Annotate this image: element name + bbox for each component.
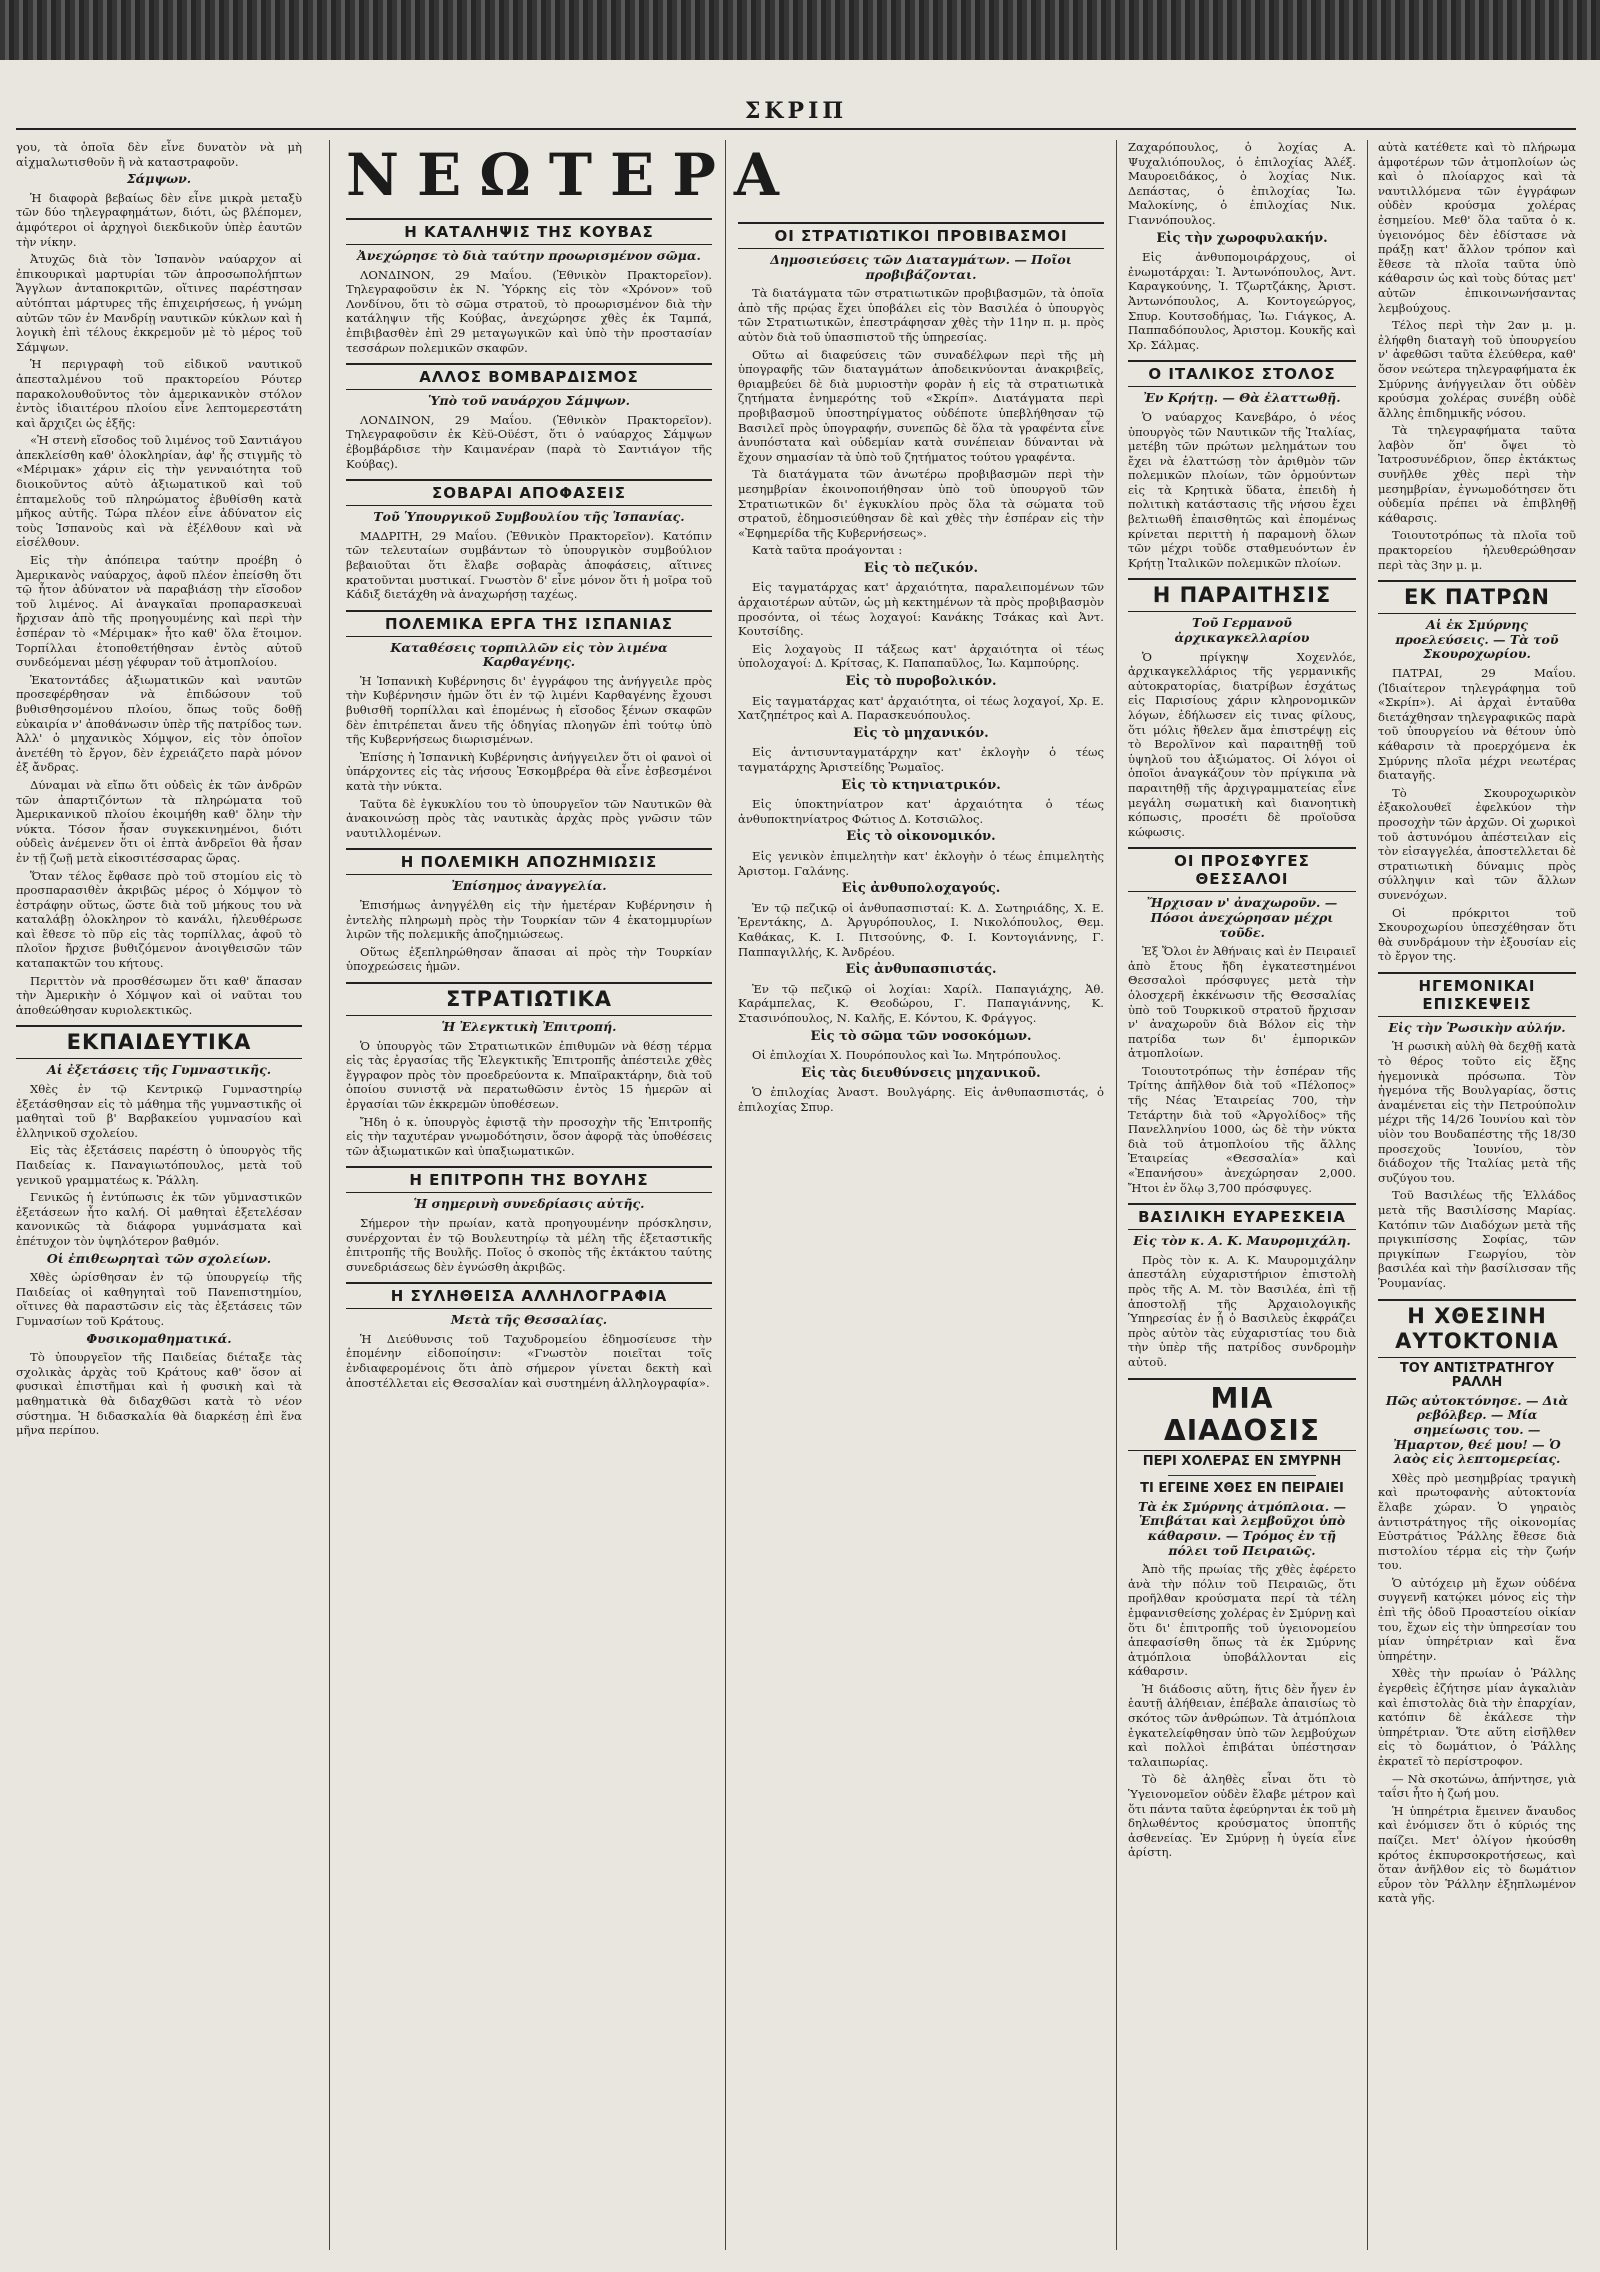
- paragraph: Ἤδη ὁ κ. ὑπουργὸς ἐφιστᾷ τὴν προσοχὴν τῆς Ἐπιτροπῆς εἰς τὴν ταχυτέραν γνωμοδότησιν, ὅσον ἀφορᾷ τὰς ὑποθέσεις τῶν ἀξιωματικῶν καὶ ὑπαξιωματικῶν.: [346, 1114, 712, 1158]
- subheading: Εἰς τὸ πεζικόν.: [864, 560, 978, 576]
- paragraph: Εἰς τὰς ἐξετάσεις παρέστη ὁ ὑπουργὸς τῆς Παιδείας κ. Παναγιωτόπουλος, μετὰ τοῦ γενικοῦ γραμματέως κ. Ῥάλλη.: [16, 1143, 302, 1187]
- masthead-rule: [16, 128, 1576, 130]
- paragraph: Οὕτω αἱ διαφεύσεις τῶν συναδέλφων περὶ τῆς μὴ ὑπογραφῆς τῶν διαταγμάτων ἀποδεικνύονται ἀνακριβεῖς, θριαμβεύει δὲ διὰ μυριοστὴν φορὰν ἡ εἰς τὰ στρατιωτικὰ ζητήματα ἐνημερότης τοῦ «Σκρίπ». Διατάγματα περὶ προβιβασμοῦ ὑποστηρίγματος οὐδέποτε ὑπεβλήθησαν τῷ Βασιλεῖ πρὸς ὑπογραφήν, συνεπῶς δὲ ὅλα τὰ γραφέντα εἶνε ἀνυπόστατα καὶ οὐδεμίαν κατὰ συνέπειαν δύνανται νὰ ἔχουν σημασίαν τὰ ὑπὸ τοῦ ζητήματος τούτου γραφέντα.: [738, 347, 1104, 464]
- paragraph: Εἰς ἀντισυνταγματάρχην κατ' ἐκλογὴν ὁ τέως ταγματάρχης Ἀριστείδης Ῥωμαῖος.: [738, 745, 1104, 774]
- divider: [1168, 1475, 1316, 1476]
- paragraph: Τὸ δὲ ἀληθὲς εἶναι ὅτι τὸ Ὑγειονομεῖον οὐδὲν ἔλαβε μέτρον καὶ ὅτι πάντα ταῦτα ἐφεύρηνται ἐκ τοῦ μὴ δηλωθέντος κρούσματος ὑποπτῆς ἀσθενείας. Ἐν Σμύρνῃ ἡ ὑγεία εἶνε ἀρίστη.: [1128, 1772, 1356, 1860]
- section-heading: ΣΤΡΑΤΙΩΤΙΚΑ: [346, 982, 712, 1016]
- subheading: Ἀνεχώρησε τὸ διὰ ταύτην προωρισμένον σῶμα.: [357, 248, 701, 263]
- paragraph: Ὁ ἐπιλοχίας Ἀναστ. Βουλγάρης. Εἰς ἀνθυπασπιστάς, ὁ ἐπιλοχίας Σπυρ.: [738, 1085, 1104, 1114]
- column-rule: [1367, 140, 1368, 2250]
- paragraph: Περιττὸν νὰ προσθέσωμεν ὅτι καθ' ἅπασαν τὴν Ἀμερικὴν ὁ Χόμψον καὶ οἱ ναῦται του ἀποθεώθησαν κυριολεκτικῶς.: [16, 973, 302, 1017]
- subheading: Πῶς αὐτοκτόνησε. — Διὰ ρεβόλβερ. — Μία σημείωσις του. — Ἠμαρτον, θεέ μου! — Ὁ λαὸς εἰς λεπτομερείας.: [1385, 1392, 1569, 1467]
- subheading: Τοῦ Γερμανοῦ ἀρχικαγκελλαρίου: [1174, 615, 1310, 646]
- subheading: Εἰς ἀνθυπασπιστάς.: [845, 962, 997, 978]
- column-rule: [329, 140, 330, 2250]
- subheading: Φυσικομαθηματικά.: [86, 1330, 232, 1346]
- masthead: ΣΚΡΙΠ: [744, 98, 848, 124]
- paragraph: Οὕτως ἐξεπληρώθησαν ἅπασαι αἱ πρὸς τὴν Τουρκίαν ὑποχρεώσεις ἡμῶν.: [346, 944, 712, 974]
- paragraph: Τὸ ὑπουργεῖον τῆς Παιδείας διέταξε τὰς σχολικὰς ἀρχὰς τοῦ Κράτους καθ' ὅσον αἱ φυσικαὶ ἐπιστῆμαι καὶ ἡ φυσικὴ καὶ τὰ μαθηματικὰ θὰ διδαχθῶσι κατὰ τὸ νέον σύστημα. Ἡ διδασκαλία θὰ διαρκέσῃ ἐπὶ ἕνα μῆνα περίπου.: [16, 1350, 302, 1438]
- paragraph: Τὰ διατάγματα τῶν ἀνωτέρω προβιβασμῶν περὶ τὴν μεσημβρίαν ἐκοινοποιήθησαν ὑπὸ τοῦ ὑπουργοῦ τῶν Στρατιωτικῶν δι' ἐγκυκλίου πρὸς ὅλα τὰ σώματα τοῦ στρατοῦ, ἐδημοσιεύθησαν δὲ καὶ χθὲς τὴν ἑσπέραν εἰς τὴν «Ἐφημερίδα τῆς Κυβερνήσεως».: [738, 467, 1104, 540]
- paragraph: Χθὲς ἐν τῷ Κεντρικῷ Γυμναστηρίῳ ἐξετάσθησαν εἰς τὸ μάθημα τῆς γυμναστικῆς οἱ μαθηταὶ τοῦ β' Βαρβακείου γυμνασίου καὶ ἑλληνικοῦ σχολείου.: [16, 1082, 302, 1140]
- headline-deck: ΤΟΥ ΑΝΤΙΣΤΡΑΤΗΓΟΥ ΡΑΛΛΗ: [1399, 1360, 1555, 1391]
- column-2: [346, 140, 797, 2250]
- article-headline: Η ΠΟΛΕΜΙΚΗ ΑΠΟΖΗΜΙΩΣΙΣ: [346, 848, 712, 875]
- paragraph: Εἰς γενικὸν ἐπιμελητὴν κατ' ἐκλογὴν ὁ τέως ἐπιμελητὴς Ἀριστομ. Γαλάνης.: [738, 848, 1104, 878]
- paragraph: Ὁ ὑπουργὸς τῶν Στρατιωτικῶν ἐπιθυμῶν νὰ θέσῃ τέρμα εἰς τὰς ἐργασίας τῆς Ἐλεγκτικῆς Ἐπιτροπῆς ἀπέστειλε χθὲς ἔγγραφον πρὸς τὸν προεδρεύοντα κ. Μπαϊρακτάρην, διὰ τοῦ ὁποίου συνιστᾷ νὰ περατωθῶσιν ἐντὸς 15 ἡμερῶν αἱ ἐργασίαι τῶν ἐκκρεμῶν ὑποθέσεων.: [346, 1038, 712, 1111]
- headline-deck: ΠΕΡΙ ΧΟΛΕΡΑΣ ΕΝ ΣΜΥΡΝΗ: [1142, 1453, 1342, 1469]
- paragraph: Εἰς ταγματάρχας κατ' ἀρχαιότητα, οἱ τέως λοχαγοί, Χρ. Ε. Χατζηπέτρος καὶ Α. Παρασκευόπουλος.: [738, 693, 1104, 723]
- paragraph: ΛΟΝΔΙΝΟΝ, 29 Μαΐου. (Ἐθνικὸν Πρακτορεῖον). Τηλεγραφοῦσιν ἐκ Ν. Ὑόρκης εἰς τὸν «Χρόνον» τοῦ Λονδίνου, ὅτι τὸ σῶμα στρατοῦ, τὸ προωρισμένον διὰ τὴν κατάληψιν τῆς Κούβας, ἀνεχώρησε χθὲς ἐκ Ταμπά, ἐπιβιβασθὲν ἐπὶ 29 μεταγωγικῶν καὶ ὑπὸ τὴν προστασίαν τεσσάρων πολεμικῶν σκαφῶν.: [346, 267, 712, 355]
- paragraph: Δύναμαι νὰ εἴπω ὅτι οὐδεὶς ἐκ τῶν ἀνδρῶν τῶν ἀπαρτιζόντων τὰ πληρώματα τοῦ Ἀμερικανικοῦ πλοίου ἐκοιμήθη καθ' ὅλην τὴν νύκτα. Τόσον ἦσαν συγκεκινημένοι, διότι οὐδεὶς ἀνέμενεν ὅτι οἱ ἑπτὰ ἀνδρεῖοι θὰ ἦσαν ἐν τῇ ζωῇ μετὰ εἰκοσιτέσσαρας ὥρας.: [16, 777, 302, 865]
- paragraph: Ἑκατοντάδες ἀξιωματικῶν καὶ ναυτῶν προσεφέρθησαν νὰ ἐπιδώσουν τοῦ βυθισθησομένου πλοίου, ὅπως τοῦς δοθῇ εὐκαιρία ν' ἀποθάνωσιν ὑπὲρ τῆς πατρίδος των. Ἀλλ' ὁ μηχανικὸς Χόμψον, εἰς τὸν ὁποῖον ἀνετέθη τὸ ἔργον, δὲν ἐχρειάζετο παρὰ μόνον ἐξ ἄνδρας.: [16, 672, 302, 775]
- paragraph: Πρὸς τὸν κ. Α. Κ. Μαυρομιχάλην ἀπεστάλη εὐχαριστήριον ἐπιστολὴ πρὸς τῆς Α. Μ. τὸν Βασιλέα, ἐπὶ τῇ ἀποστολῇ τῆς Ἀρχαιολογικῆς Ὑπηρεσίας ἐν ᾗ ὁ Βασιλεὺς ἐκφράζει πρὸς αὐτὸν τὰς εὐχαριστίας του διὰ τὴν ὑπὲρ τῆς πατρίδος συνδρομὴν αὐτοῦ.: [1128, 1252, 1356, 1369]
- subheading: Αἱ ἐξετάσεις τῆς Γυμναστικῆς.: [46, 1062, 272, 1078]
- article-headline: ΒΑΣΙΛΙΚΗ ΕΥΑΡΕΣΚΕΙΑ: [1128, 1203, 1356, 1230]
- article-headline: ΕΚ ΠΑΤΡΩΝ: [1378, 580, 1576, 614]
- subheading: Εἰς τὸν κ. Α. Κ. Μαυρομιχάλη.: [1133, 1233, 1351, 1249]
- subheading: Εἰς ἀνθυπολοχαγούς.: [841, 881, 1001, 897]
- article-headline: Η ΧΘΕΣΙΝΗ ΑΥΤΟΚΤΟΝΙΑ: [1378, 1299, 1576, 1358]
- column-3: [738, 140, 1104, 2250]
- paragraph: — Νὰ σκοτώνω, ἀπήντησε, γιὰ ταΐσι ἦτο ἡ ζωή μου.: [1378, 1771, 1576, 1801]
- paragraph: Εἰς ὑποκτηνίατρον κατ' ἀρχαιότητα ὁ τέως ἀνθυποκτηνίατρος Φώτιος Δ. Κοτσιῶλος.: [738, 797, 1104, 826]
- paragraph: Εἰς τὴν ἀπόπειρα ταύτην προέβη ὁ Ἀμερικανὸς ναύαρχος, ἀφοῦ πλέον ἐπείσθη ὅτι τῷ ἦτον ἀδύνατον νὰ παραβιάσῃ τὴν εἴσοδον τοῦ λιμένος. Αἱ ἀναγκαῖαι προπαρασκευαὶ ἤρχισαν ἀπὸ τῆς προηγουμένης καὶ περὶ τὴν ἑσπέραν τὸ «Μέριμακ» ἦτο καθ' ὅλα ἕτοιμον. Τορπίλλαι ἐτοποθετήθησαν ἐντὸς αὐτοῦ συνδεόμεναι μέσῃ γέφυραν τοῦ ἀτμοπλοίου.: [16, 553, 302, 670]
- paragraph: Τέλος περὶ τὴν 2αν μ. μ. ἐλήφθη διαταγὴ τοῦ ὑπουργείου ν' ἀφεθῶσι ταῦτα ἐλεύθερα, καθ' ὅσον νεώτερα τηλεγραφήματα ἐκ Σμύρνης ἀνήγγειλαν ὅτι οὐδὲν κρούσμα χολέρας συνέβη οὐδὲ ἄλλης ἐπιδημικῆς νόσου.: [1378, 318, 1576, 420]
- paragraph: ΜΑΔΡΙΤΗ, 29 Μαΐου. (Ἐθνικὸν Πρακτορεῖον). Κατόπιν τῶν τελευταίων συμβάντων τὸ ὑπουργικὸν συμβούλιον βεβαιοῦται ὅτι ἔλαβε σοβαρὰς ἀποφάσεις, αἵτινες κρατοῦνται μυστικαί. Γνωστὸν δ' εἶνε μόνον ὅτι ἡ μοῖρα τοῦ Κάδιξ διετάχθη νὰ ἀναχωρήσῃ ταχέως.: [346, 528, 712, 602]
- paragraph: Ἡ διαφορὰ βεβαίως δὲν εἶνε μικρὰ μεταξὺ τῶν δύο τηλεγραφημάτων, διότι, ὡς βλέπομεν, ἀμφότεροι οἱ ἀρχηγοὶ διεκδικοῦν ὑπὲρ ἑαυτῶν τὴν νίκην.: [16, 190, 302, 249]
- paragraph: ΛΟΝΔΙΝΟΝ, 29 Μαΐου. (Ἐθνικὸν Πρακτορεῖον). Τηλεγραφοῦσιν ἐκ Κὲϋ-Οϋέστ, ὅτι ὁ ναύαρχος Σάμψων ἐβομβάρδισε τὴν Καιμανέραν (παρὰ τὸ Σαντιάγον τῆς Κούβας).: [346, 412, 712, 471]
- subheading: Τὰ ἐκ Σμύρνης ἀτμόπλοια. — Ἐπιβάται καὶ λεμβοῦχοι ὑπὸ κάθαρσιν. — Τρόμος ἐν τῇ πόλει τοῦ Πειραιῶς.: [1138, 1498, 1346, 1558]
- article-headline: Η ΠΑΡΑΙΤΗΣΙΣ: [1128, 578, 1356, 612]
- paragraph: Τοιουτοτρόπως τὰ πλοῖα τοῦ πρακτορείου ἠλευθερώθησαν περὶ τὰς 3ην μ. μ.: [1378, 528, 1576, 572]
- paragraph: Γενικῶς ἡ ἐντύπωσις ἐκ τῶν γῦμναστικῶν ἐξετάσεων ἦτο καλή. Οἱ μαθηταὶ ἐξετελέσαν κανονικῶς τὰ διάφορα γυμνάσματα καὶ ἐπέτυχον τὸν ὑψηλότερον βαθμόν.: [16, 1190, 302, 1248]
- paragraph: Ὁ πρίγκηψ Χοχενλόε, ἀρχικαγκελλάριος τῆς γερμανικῆς αὐτοκρατορίας, διατρίβων ἐσχάτως εἰς Παρισίους χάριν κληρονομικῶν λόγων, ἐδήλωσεν εἰς τινας φίλους, ὅτι μόλις ἤθελεν ἄμα ἐπιστρέψῃ εἰς τὸ Βερολῖνον καὶ παραιτηθῇ τοῦ ὑψηλοῦ του ἀξιώματος. Οἱ λόγοι οἱ ὁποῖοι ἀναγκάζουν τὸν πρίγκιπα νὰ παραιτηθῇ τῆς ἀρχιγραμματείας εἶνε μεγάλη σωματικὴ καὶ διανοητικὴ κόπωσις, προσέτι δὲ προϊοῦσα κώφωσις.: [1128, 649, 1356, 839]
- paragraph: Οἱ πρόκριτοι τοῦ Σκουροχωρίου ὑπεσχέθησαν ὅτι θὰ συνδράμουν τὴν ἐξουσίαν εἰς τὸ ἔργον της.: [1378, 905, 1576, 964]
- paragraph: Ὁ ναύαρχος Κανεβάρο, ὁ νέος ὑπουργὸς τῶν Ναυτικῶν τῆς Ἰταλίας, μετέβη τῶν πρώτων μελημάτων του ἔχει νὰ ἐλαττώσῃ τὸν ἀριθμὸν τῶν πολεμικῶν πλοίων, τῶν ὁρμούντων εἰς τὰ Κρητικὰ ὕδατα, ἐπειδὴ ἡ πολιτικὴ κατάστασις τῆς νήσου ἔχει βελτιωθῆ ἐπαισθητῶς καὶ ἐπομένως κρίνεται περιττὴ ἡ παραμονὴ ὅλων τῶν μέχρι τοῦδε σταθμευόντων ἐν Κρήτῃ Ἰταλικῶν πολεμικῶν πλοίων.: [1128, 409, 1356, 570]
- subheading: Εἰς τὰς διευθύνσεις μηχανικοῦ.: [801, 1065, 1041, 1081]
- paragraph: Εἰς ἀνθυπομοιράρχους, οἱ ἐνωμοτάρχαι: Ἰ. Ἀντωνόπουλος, Ἀντ. Καραγκούνης, Ἰ. Τζωρτζάκης, Ἀριστ. Ἀντωνόπουλος, Α. Κοντογεώργος, Σπυρ. Κουτσοδήμας, Ἰω. Γιάγκος, Α. Παππαδόπουλος, Ἀριστομ. Κουκῆς καὶ Χρ. Σάλμας.: [1128, 250, 1356, 352]
- paragraph: Τοῦ Βασιλέως τῆς Ἑλλάδος μετὰ τῆς Βασιλίσσης Μαρίας. Κατόπιν τῶν Διαδόχων μετὰ τῆς πριγκιπίσσης Σοφίας, τῶν πριγκίπων Γεωργίου, τὸν βασιλέα καὶ τὴν βασίλισσαν τῆς Ῥουμανίας.: [1378, 1188, 1576, 1290]
- subheading: Αἱ ἐκ Σμύρνης προελεύσεις. — Τὰ τοῦ Σκουροχωρίου.: [1395, 617, 1559, 662]
- article-headline: ΠΟΛΕΜΙΚΑ ΕΡΓΑ ΤΗΣ ΙΣΠΑΝΙΑΣ: [346, 610, 712, 637]
- headline-deck: ΤΙ ΕΓΕΙΝΕ ΧΘΕΣ ΕΝ ΠΕΙΡΑΙΕΙ: [1140, 1481, 1344, 1497]
- section-banner: ΝΕΩΤΕΡΑ: [346, 141, 797, 209]
- subheading: Δημοσιεύσεις τῶν Διαταγμάτων. — Ποῖοι προβιβάζονται.: [770, 252, 1072, 282]
- subheading: Εἰς τὴν Ῥωσικὴν αὐλήν.: [1388, 1019, 1566, 1035]
- article-headline: Η ΚΑΤΑΛΗΨΙΣ ΤΗΣ ΚΟΥΒΑΣ: [346, 218, 712, 245]
- column-1: [16, 140, 302, 2250]
- subheading: Ἐν Κρήτῃ. — Θὰ ἐλαττωθῇ.: [1143, 390, 1341, 406]
- paragraph: Χθὲς τὴν πρωίαν ὁ Ῥάλλης ἐγερθεὶς ἐζήτησε μίαν ἀγκαλιὰν καὶ ἐπιστολὰς διὰ τὴν ἐπαρχίαν, κατόπιν δὲ ἐκάλεσε τὴν ὑπηρέτριαν. Ὅτε αὕτη εἰσῆλθεν εἰς τὸ δωμάτιον, ὁ Ῥάλλης ἐκρατεῖ τὸ περίστροφον.: [1378, 1666, 1576, 1768]
- section-heading: ΕΚΠΑΙΔΕΥΤΙΚΑ: [16, 1025, 302, 1059]
- paragraph: Χθὲς ὡρίσθησαν ἐν τῷ ὑπουργείῳ τῆς Παιδείας οἱ καθηγηταὶ τοῦ Πανεπιστημίου, οἵτινες θὰ παραστῶσιν εἰς τὰς ἐξετάσεις τῶν Γυμνασίων τοῦ Κράτους.: [16, 1270, 302, 1328]
- article-headline: ΟΙ ΠΡΟΣΦΥΓΕΣ ΘΕΣΣΑΛΟΙ: [1128, 847, 1356, 892]
- paragraph: Οἱ ἐπιλοχίαι Χ. Πουρόπουλος καὶ Ἰω. Μητρόπουλος.: [752, 1048, 1062, 1063]
- subheading: Ἤρχισαν ν' ἀναχωροῦν. — Πόσοι ἀνεχώρησαν μέχρι τοῦδε.: [1146, 895, 1338, 940]
- subheading: Ὑπὸ τοῦ ναυάρχου Σάμψων.: [428, 393, 630, 409]
- paragraph: Σήμερον τὴν πρωίαν, κατὰ προηγουμένην πρόσκλησιν, συνέρχονται ἐν τῷ Βουλευτηρίῳ τὰ μέλη τῆς ἐξεταστικῆς ἐπιτροπῆς τῆς Βουλῆς. Ποῖος ὁ σκοπὸς τῆς ἐκτάκτου ταύτης συνεδριάσεως δὲν ἐγνώσθη ἀκριβῶς.: [346, 1215, 712, 1274]
- banner-spacer: [738, 140, 1104, 214]
- subheading: Ἡ Ἐλεγκτικὴ Ἐπιτροπή.: [441, 1018, 617, 1034]
- subheading: Εἰς τὸ σῶμα τῶν νοσοκόμων.: [810, 1028, 1032, 1044]
- paragraph: Τὰ τηλεγραφήματα ταῦτα λαβὸν ὅπ' ὄψει τὸ Ἰατροσυνέδριον, ὅπερ ἐκτάκτως συνῆλθε χθὲς περὶ τὴν μεσημβρίαν, ἐγνωμοδότησεν ὅτι οὐδεμία πρέπει νὰ ἐπιβληθῇ κάθαρσις.: [1378, 423, 1576, 525]
- paragraph: ΠΑΤΡΑΙ, 29 Μαΐου. (Ἰδιαίτερον τηλεγράφημα τοῦ «Σκρίπ»). Αἱ ἀρχαὶ ἐνταῦθα διετάχθησαν τηλεγραφικῶς παρὰ τοῦ ὑπουργείου νὰ θέτουν ὑπὸ κάθαρσιν τὰ προερχόμενα ἐκ Σμύρνης πλοῖα μέχρι νεωτέρας διαταγῆς.: [1378, 666, 1576, 783]
- paragraph: Εἰς λοχαγοὺς ΙΙ τάξεως κατ' ἀρχαιότητα οἱ τέως ὑπολοχαγοί: Δ. Κρίτσας, Κ. Παπαπαῦλος, Ἰω. Καμπούρης.: [738, 641, 1104, 671]
- paragraph: Τὸ Σκουροχωρικὸν ἐξακολουθεῖ ἐφελκύον τὴν προσοχὴν τῶν ἀρχῶν. Οἱ χωρικοὶ τοῦ ἀστυνόμου ἀπέστειλαν εἰς τὸν εἰσαγγελέα, ἀποστελλεται δὲ στρατιωτικὴ δύναμις πρὸς σύλληψιν καὶ τῶν ἄλλων συνενόχων.: [1378, 785, 1576, 902]
- article-headline: ΟΙ ΣΤΡΑΤΙΩΤΙΚΟΙ ΠΡΟΒΙΒΑΣΜΟΙ: [738, 222, 1104, 249]
- paragraph: Τοιουτοτρόπως τὴν ἑσπέραν τῆς Τρίτης ἀπῆλθον διὰ τοῦ «Πέλοπος» τῆς Νέας Ἑταιρείας 700, τὴν Τετάρτην διὰ τοῦ «Ἀργολίδος» τῆς Πανελληνίου 1000, ὡς δὲ τὴν νύκτα διὰ τοῦ ἀτμοπλοίου τῆς ἄλλης Ἑταιρείας «Θεσσαλία» καὶ «Ἐπανήσου» ἀνεχώρησαν 2,000. Ἤτοι ἐν ὅλῳ 3,700 πρόσφυγες.: [1128, 1063, 1356, 1195]
- paragraph: γου, τὰ ὁποῖα δὲν εἶνε δυνατὸν νὰ μὴ αἰχμαλωτισθοῦν ἢ νὰ καταστραφοῦν.: [16, 140, 302, 169]
- paragraph: Ἀτυχῶς διὰ τὸν Ἱσπανὸν ναύαρχον αἱ ἐπικουρικαὶ μαρτυρίαι τῶν ἀπροσωπολήπτων Ἄγγλων ἀνταποκριτῶν, οἵτινες παρέστησαν αὐτόπται μάρτυρες τῆς ἐπιχειρήσεως, ἡ γνώμη αὐτῶν τῶν ἐν Μανδρίῃ ναυτικῶν κύκλων καὶ ἡ λογικὴ ἐπὶ τέλους ἐκκρεμοῦν μὲ τὸ μέρος τοῦ Σάμψων.: [16, 252, 302, 354]
- column-rule: [1116, 140, 1117, 2250]
- paragraph: Ζαχαρόπουλος, ὁ λοχίας Α. Ψυχαλιόπουλος, ὁ ἐπιλοχίας Ἀλέξ. Μαυροειδάκος, ὁ λοχίας Νικ. Δεπάστας, ὁ ἐπιλοχίας Ἰω. Μαλοκίνης, ὁ ἐπιλοχίας Νικ. Γιαννόπουλος.: [1128, 140, 1356, 227]
- paragraph: Ἐξ Ὅλοι ἐν Ἀθήναις καὶ ἐν Πειραιεῖ ἀπὸ ἔτους ἤδη ἐγκατεστημένοι Θεσσαλοὶ πρόσφυγες μετὰ τὴν ὁλοσχερῆ ἐκκένωσιν τῆς Θεσσαλίας ὑπὸ τοῦ Τουρκικοῦ στρατοῦ ἤρχισαν ν' ἀναχωροῦν διὰ Βόλον εἰς τὴν πατρίδα των δι' ἐμπορικῶν ἀτμοπλοίων.: [1128, 944, 1356, 1061]
- paragraph: Ἡ ὑπηρέτρια ἔμεινεν ἄναυδος καὶ ἐνόμισεν ὅτι ὁ κύριός της παίζει. Μετ' ὀλίγον ἠκούσθη κρότος ἐκπυρσοκροτήσεως, καὶ ὅταν ἀνῆλθον εἰς τὸ δωμάτιον εὗρον τὸν Ῥάλλην ἐξηπλωμένον κατὰ γῆς.: [1378, 1803, 1576, 1906]
- scan-border-band: [0, 0, 1600, 60]
- subheading: Τοῦ Ὑπουργικοῦ Συμβουλίου τῆς Ἱσπανίας.: [373, 509, 685, 525]
- article-headline: ΣΟΒΑΡΑΙ ΑΠΟΦΑΣΕΙΣ: [346, 479, 712, 506]
- paragraph: Ἐπίσης ἡ Ἱσπανικὴ Κυβέρνησις ἀνήγγειλεν ὅτι οἱ φανοὶ οἱ ὑπάρχοντες εἰς τὰς νήσους Ἐσκομβρέρα θὰ εἶνε ἐσβεσμένοι κατὰ τὴν νύκτα.: [346, 749, 712, 794]
- subheading: Εἰς τὴν χωροφυλακήν.: [1156, 230, 1328, 246]
- paragraph: Ἡ διάδοσις αὕτη, ἥτις δὲν ἦγεν ἐν ἑαυτῇ ἀλήθειαν, ἐπέβαλε ἀπαισίως τὸ σκότος τῶν ἀνθρώπων. Τὰ ἀτμόπλοια ἐγκατελείφθησαν ὑπὸ τῶν λεμβούχων καὶ πολλοὶ ἐπιβάται ὑπέστησαν ταλαιπωρίας.: [1128, 1681, 1356, 1769]
- article-headline: Η ΣΥΛΗΘΕΙΣΑ ΑΛΛΗΛΟΓΡΑΦΙΑ: [346, 1282, 712, 1309]
- paragraph: Ταῦτα δὲ ἐγκυκλίου του τὸ ὑπουργεῖον τῶν Ναυτικῶν θὰ ἀνακοινώσῃ πρὸς τὰς ναυτικὰς ἀρχὰς πρὸς γνῶσιν τῶν ναυτιλλομένων.: [346, 796, 712, 840]
- paragraph: Ἡ Διεύθυνσις τοῦ Ταχυδρομείου ἐδημοσίευσε τὴν ἑπομένην εἰδοποίησιν: «Γνωστὸν ποιεῖται τοῖς ἐνδιαφερομένοις ὅτι ἀπὸ σήμερον γίνεται δεκτὴ καὶ ἀποστέλλεται εἰς Θεσσαλίαν καὶ συστημένη ἀλληλογραφία».: [346, 1331, 712, 1390]
- paragraph: «Ἡ στενὴ εἴσοδος τοῦ λιμένος τοῦ Σαντιάγου ἀπεκλείσθη καθ' ὁλοκληρίαν, ἀφ' ἧς στιγμῆς τὸ «Μέριμακ» χάριν εἰς τὴν γενναιότητα τοῦ διοικοῦντος αὐτὸ ἀξιωματικοῦ καὶ τοῦ ἑπταμελοῦς τοῦ πληρώματος ἐβυθίσθη κατὰ μῆκος αὐτῆς. Τώρα πλέον εἶνε ἀδύνατον εἰς τοὺς Ἱσπανοὺς καὶ νὰ ἐξέλθουν καὶ νὰ εἰσέλθουν.: [16, 433, 302, 550]
- paragraph: Ἡ ρωσικὴ αὐλὴ θὰ δεχθῇ κατὰ τὸ θέρος τοῦτο εἰς ἔξης ἡγεμονικὰ πρόσωπα. Τὸν ἡγεμόνα τῆς Βουλγαρίας, ὅστις ἀναμένεται εἰς τὴν Πετρούπολιν μέχρι τῆς 14/26 Ἰουνίου καὶ τὸν υἱὸν του Βουδαπέστης τῆς 18/30 προσεχοῦς Ἰουνίου, τὸν διάδοχον τῆς Ἰταλίας μετὰ τῆς συζύγου του.: [1378, 1039, 1576, 1185]
- paragraph: Τὰ διατάγματα τῶν στρατιωτικῶν προβιβασμῶν, τὰ ὁποῖα ἀπὸ τῆς πρῴας ἔχει ὑποβάλει εἰς τὸν Βασιλέα ὁ ὑπουργὸς τῶν Στρατιωτικῶν, ἐπεστράφησαν χθὲς τὴν 11ην π. μ. πρὸς αὐτὸν διὰ τοῦ ὑπασπιστοῦ τῆς ὑπηρεσίας.: [738, 286, 1104, 344]
- paragraph: αὐτὰ κατέθετε καὶ τὸ πλήρωμα ἀμφοτέρων τῶν ἀτμοπλοίων ὡς καὶ ὁ πλοίαρχος καὶ τὰ ναυτιλλόμενα τῶν ἐγγράφων οὐδὲν κρούσμα χολέρας ἐσημείου. Μεθ' ὅλα ταῦτα ὁ κ. ὑγειονόμος δὲν ἐδίστασε νὰ πράξῃ κατ' ἄλλον τρόπον καὶ ἔθεσε τὰ πλοῖα ταῦτα ὑπὸ κάθαρσιν ὡς καὶ τοὺς δύτας μετ' αὐτῶν ἐπικοινωνήσαντας λεμβούχους.: [1378, 140, 1576, 315]
- subheading: Οἱ ἐπιθεωρηταὶ τῶν σχολείων.: [46, 1250, 272, 1266]
- subheading: Σάμψων.: [126, 171, 192, 187]
- paragraph: Ἐπισήμως ἀνηγγέλθη εἰς τὴν ἡμετέραν Κυβέρνησιν ἡ ἐντελὴς πληρωμὴ πρὸς τὴν Τουρκίαν τῶν 4 ἑκατομμυρίων λιρῶν τῆς πολεμικῆς ἀποζημιώσεως.: [346, 898, 712, 942]
- paragraph: Ἐν τῷ πεζικῷ οἱ ἀνθυπασπισταί: Κ. Δ. Σωτηριάδης, Χ. Ε. Ἐρεντάκης, Δ. Ἀργυρόπουλος, Ι. Νικολόπουλος, Θεμ. Καθάκας, Κ. Ι. Πιτσούνης, Φ. Ι. Κοντογιάννης, Γ. Παππαγιλλής, Κ. Ἀνδρέου.: [738, 900, 1104, 959]
- subheading: Καταθέσεις τορπιλλῶν εἰς τὸν λιμένα Καρθαγένης.: [390, 639, 668, 670]
- article-headline: Ο ΙΤΑΛΙΚΟΣ ΣΤΟΛΟΣ: [1128, 360, 1356, 387]
- column-rule: [725, 140, 726, 2250]
- subheading: Εἰς τὸ οἰκονομικόν.: [846, 829, 996, 845]
- paragraph: Ἡ περιγραφὴ τοῦ εἰδικοῦ ναυτικοῦ ἀπεσταλμένου τοῦ πρακτορείου Ρόυτερ παρακολουθοῦντος τὸν ἀμερικανικὸν στόλον ἐντὸς ἰδιαιτέρου πλοίου εἶνε λεπτομερεστάτη καὶ ἄρχιζει ὡς ἑξῆς:: [16, 357, 302, 430]
- article-headline: ΗΓΕΜΟΝΙΚΑΙ ΕΠΙΣΚΕΨΕΙΣ: [1378, 972, 1576, 1017]
- column-5: [1378, 140, 1576, 2250]
- subheading: Εἰς τὸ μηχανικόν.: [853, 725, 989, 741]
- article-headline: Η ΕΠΙΤΡΟΠΗ ΤΗΣ ΒΟΥΛΗΣ: [346, 1166, 712, 1193]
- paragraph: Ἀπὸ τῆς πρωίας τῆς χθὲς ἐφέρετο ἀνὰ τὴν πόλιν τοῦ Πειραιῶς, ὅτι προῆλθαν κρούσματα περί τὰ τέλη ἐμφανισθείσης χολέρας ἐν Σμύρνῃ καὶ ὅτι δι' ἐπιτροπῆς τοῦ ὑγειονομείου ἀπεφασίσθη ὅπως τὰ ἐκ Σμύρνης ἀτμόπλοια ὑποβάλλονται εἰς κάθαρσιν.: [1128, 1562, 1356, 1679]
- paragraph: Ἡ Ἱσπανικὴ Κυβέρνησις δι' ἐγγράφου της ἀνήγγειλε πρὸς τὴν Κυβέρνησιν ἡμῶν ὅτι ἐν τῷ λιμένι Καρθαγένης ἔχουσι βυθισθῆ τορπίλλαι καὶ ἑπομένως ἡ εἴσοδος ξένων σκαφῶν δὲν ἐπιτρέπεται ἄνευ τῆς ὁδηγίας πλοηγῶν ἐπὶ τούτῳ ὑπὸ τῆς Κυβερνήσεως διωρισμένων.: [346, 673, 712, 747]
- paragraph: Κατὰ ταῦτα προάγονται :: [752, 543, 903, 558]
- article-headline: ΜΙΑ ΔΙΑΔΟΣΙΣ: [1128, 1378, 1356, 1451]
- column-4: [1128, 140, 1356, 2250]
- paragraph: Εἰς ταγματάρχας κατ' ἀρχαιότητα, παραλειπομένων τῶν ἀρχαιοτέρων αὐτῶν, ὡς μὴ κεκτημένων τὰ πρὸς προβιβασμὸν προσόντα, οἱ τέως λοχαγοί: Κανάκης Τσάκας καὶ Ἀντ. Κουτσίδης.: [738, 580, 1104, 639]
- subheading: Εἰς τὸ πυροβολικόν.: [845, 674, 997, 690]
- subheading: Μετὰ τῆς Θεσσαλίας.: [450, 1312, 608, 1328]
- subheading: Ἐπίσημος ἀναγγελία.: [451, 878, 607, 894]
- subheading: Ἡ σημερινὴ συνεδρίασις αὐτῆς.: [413, 1196, 645, 1212]
- paragraph: Χθὲς πρὸ μεσημβρίας τραγικὴ καὶ πρωτοφανὴς αὐτοκτονία ἔλαβε χώραν. Ὁ γηραιὸς ἀντιστράτηγος τῆς οἰκονομίας Εὐστράτιος Ῥάλλης ἔθεσε διὰ πιστολίου τέρμα εἰς τὴν ζωήν του.: [1378, 1470, 1576, 1573]
- paragraph: Ὁ αὐτόχειρ μὴ ἔχων οὐδένα συγγενῆ κατῴκει μόνος εἰς τὴν ἐπὶ τῆς ὁδοῦ Προαστείου οἰκίαν του, ἔχων εἰς τὴν ὑπηρεσίαν του μίαν ὑπηρέτριαν καὶ ἕνα ὑπηρέτην.: [1378, 1575, 1576, 1663]
- paragraph: Ὅταν τέλος ἔφθασε πρὸ τοῦ στομίου εἰς τὸ προσπαρασιθὲν ἀκριβῶς μέρος ὁ Χόμψον τὸ ἐστράφην οὕτως, ὥστε διὰ τοῦ μήκους του νὰ καταλάβῃ ὁλοκληρον τὸ κανάλι, ἠλευθέρωσε καὶ ἔθεσε τὸ πῦρ εἰς τὰς τορπίλλας, ἀφοῦ τὸ πλοῖον ἤρχισε βυθιζόμενον ἀνοιγθεισῶν τῶν καταπακτῶν του κήτους.: [16, 868, 302, 971]
- article-headline: ΑΛΛΟΣ ΒΟΜΒΑΡΔΙΣΜΟΣ: [346, 363, 712, 390]
- subheading: Εἰς τὸ κτηνιατρικόν.: [841, 777, 1001, 793]
- newspaper-page: [16, 88, 1576, 2258]
- paragraph: Ἐν τῷ πεζικῷ οἱ λοχίαι: Χαρίλ. Παπαγιάχης, Ἀθ. Καράμπελας, Κ. Θεοδώρου, Γ. Παπαγιάννης, Κ. Στασινόπουλος, Ν. Καλῆς, Ε. Κόντου, Κ. Φράγγος.: [738, 981, 1104, 1025]
